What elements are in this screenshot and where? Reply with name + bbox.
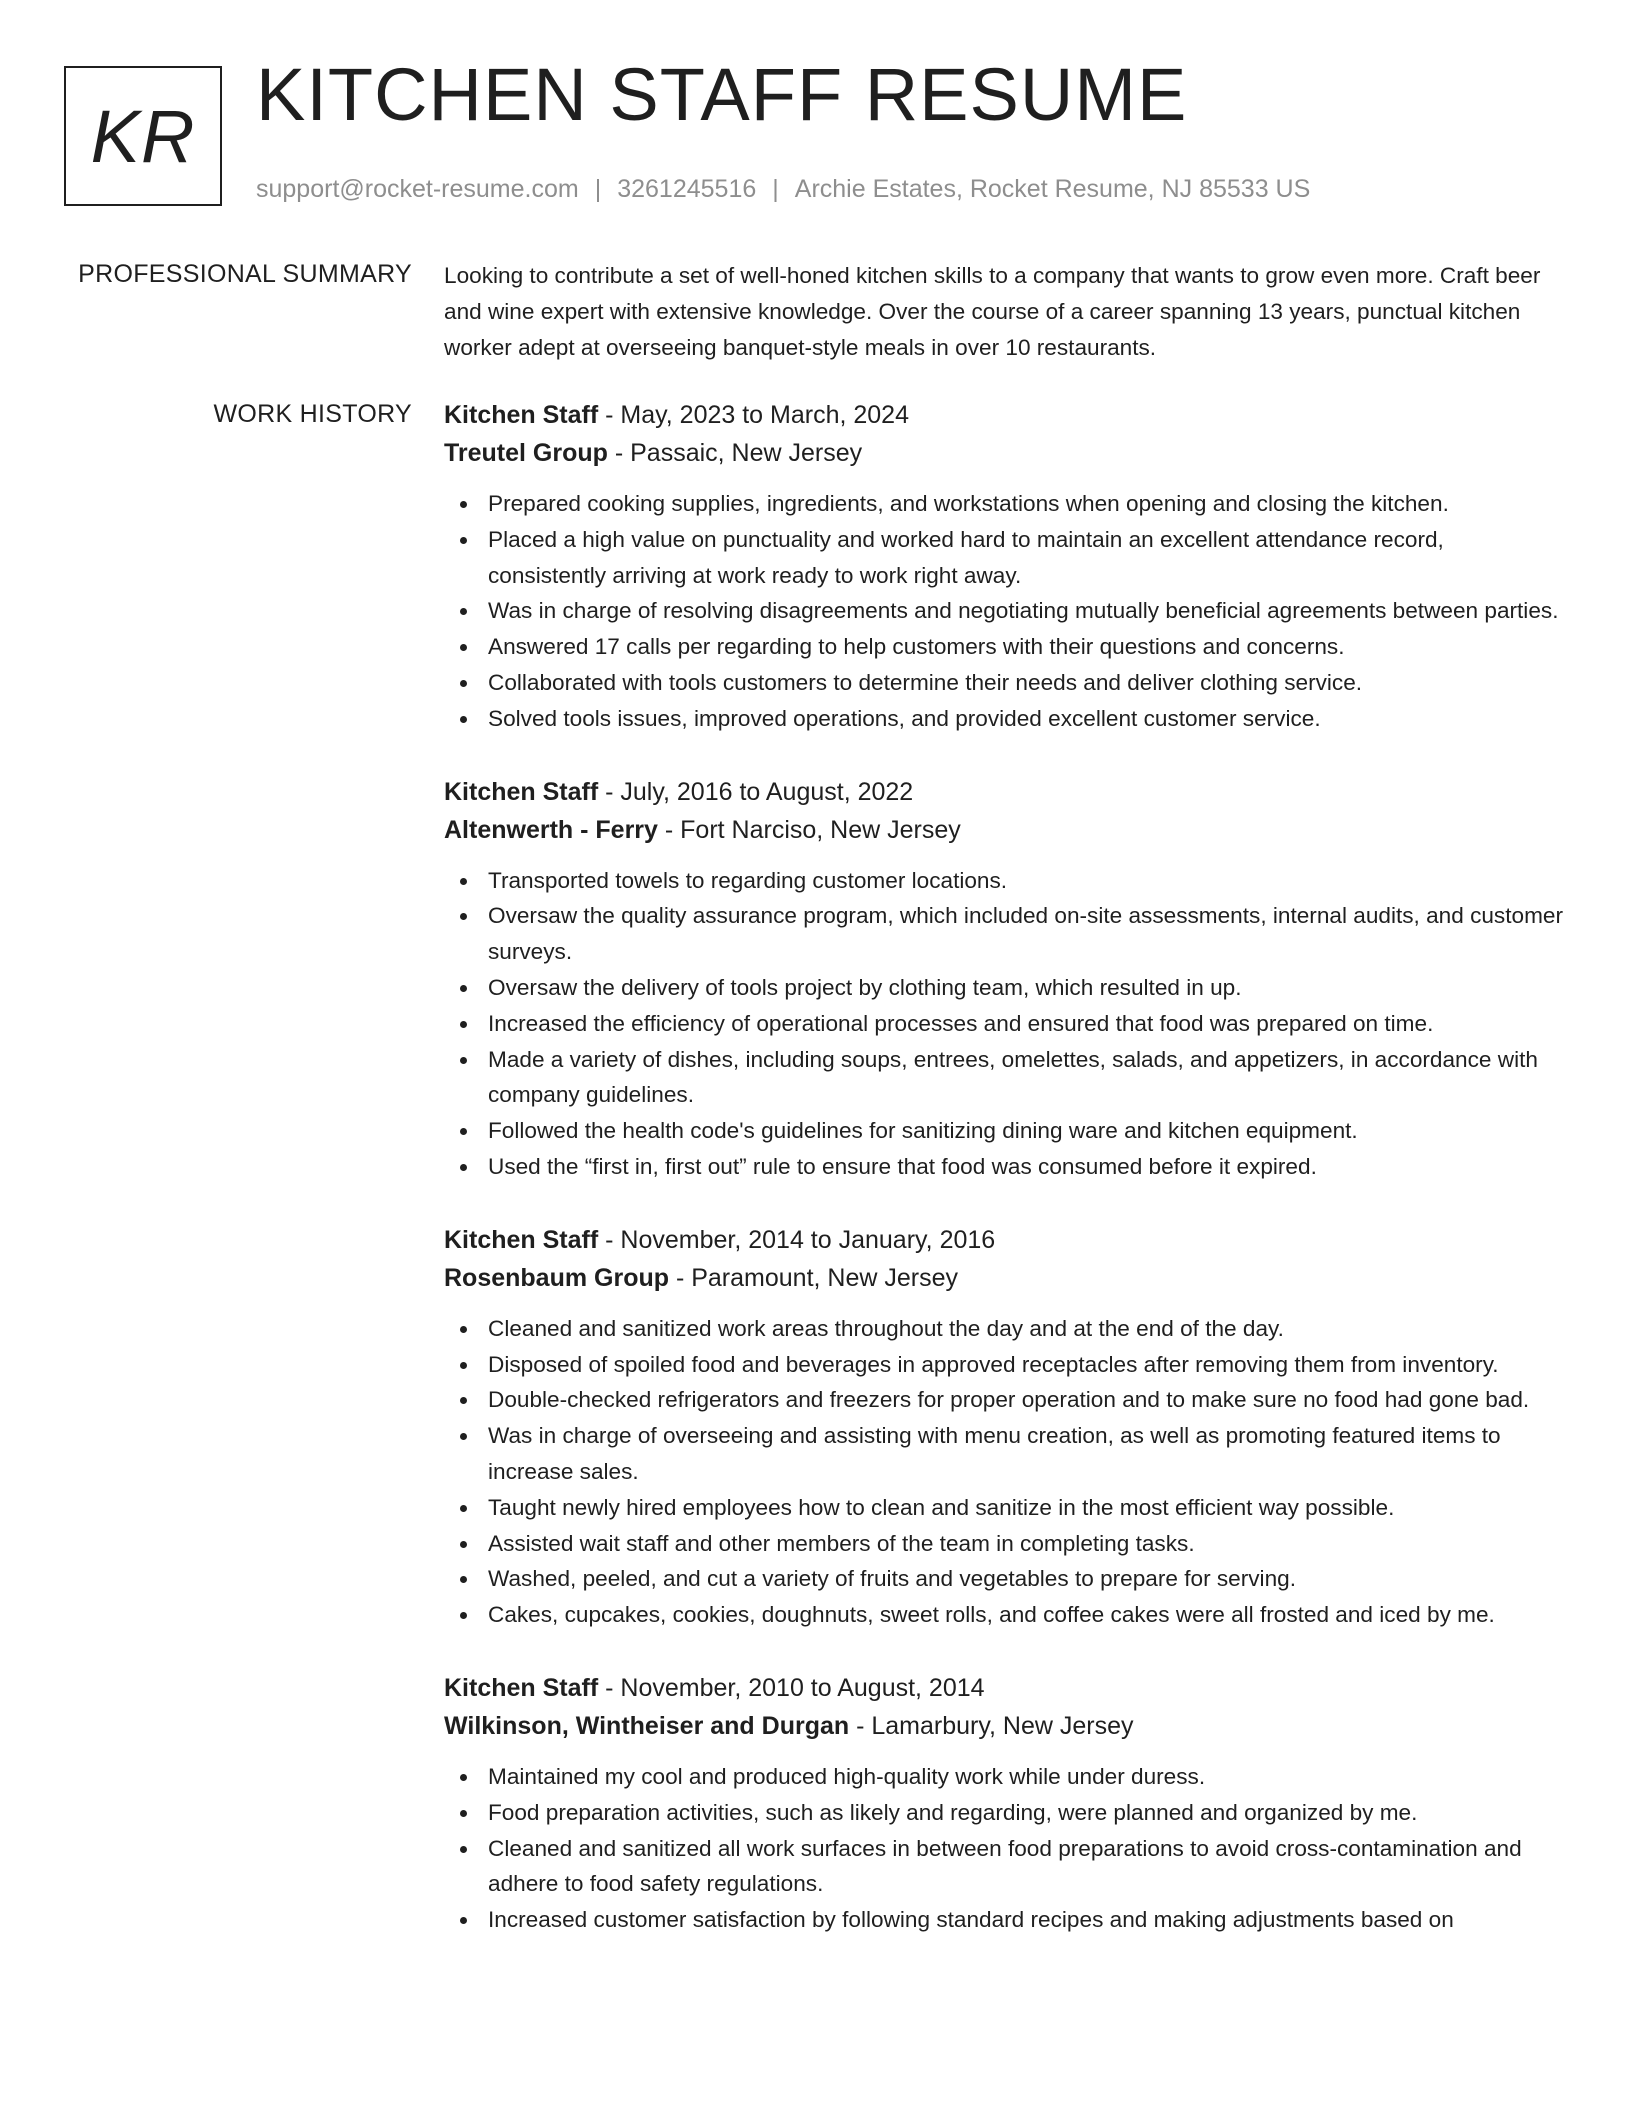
job-title-line	[444, 1221, 1564, 1259]
job-bullet: Double-checked refrigerators and freezers for proper operation and to make sure no food had gone bad.	[444, 1382, 1564, 1418]
job-bullet: Was in charge of resolving disagreements and negotiating mutually beneficial agreements between parties.	[444, 593, 1564, 629]
job-bullet-list	[444, 1759, 1564, 1938]
job-bullet: Maintained my cool and produced high-quality work while under duress.	[444, 1759, 1564, 1795]
resume-title: KITCHEN STAFF RESUME	[256, 53, 1188, 136]
job-dates: - May, 2023 to March, 2024	[598, 401, 909, 429]
job-dates: - July, 2016 to August, 2022	[598, 777, 914, 806]
job-entry	[444, 773, 1564, 1185]
monogram-initials: KR	[90, 94, 196, 178]
work-history-section	[444, 396, 1564, 1974]
job-bullet: Answered 17 calls per regarding to help customers with their questions and concerns.	[444, 629, 1564, 665]
job-company-line	[444, 811, 1564, 849]
job-company-line	[444, 434, 1564, 472]
job-bullet: Taught newly hired employees how to clean and sanitize in the most efficient way possible.	[444, 1490, 1564, 1526]
job-bullet: Prepared cooking supplies, ingredients, and workstations when opening and closing the kitchen.	[444, 486, 1564, 522]
job-bullet: Food preparation activities, such as likely and regarding, were planned and organized by me.	[444, 1795, 1564, 1831]
job-bullet: Solved tools issues, improved operations, and provided excellent customer service.	[444, 701, 1564, 737]
job-company: Altenwerth - Ferry	[444, 815, 658, 844]
job-location: - Paramount, New Jersey	[669, 1263, 959, 1292]
job-bullet-list	[444, 1311, 1564, 1633]
job-bullet: Increased the efficiency of operational processes and ensured that food was prepared on time.	[444, 1006, 1564, 1042]
job-bullet: Was in charge of overseeing and assisting with menu creation, as well as promoting featured items to increase sales.	[444, 1418, 1564, 1490]
job-title-line	[444, 1669, 1564, 1707]
job-dates: - November, 2010 to August, 2014	[598, 1673, 985, 1702]
job-title: Kitchen Staff	[444, 401, 599, 429]
contact-phone: 3261245516	[617, 175, 757, 203]
job-bullet: Used the “first in, first out” rule to ensure that food was consumed before it expired.	[444, 1149, 1564, 1185]
job-location: - Fort Narciso, New Jersey	[657, 815, 961, 844]
job-entry	[444, 1669, 1564, 1938]
contact-address: Archie Estates, Rocket Resume, NJ 85533 US	[794, 175, 1311, 203]
job-bullet: Collaborated with tools customers to determine their needs and deliver clothing service.	[444, 665, 1564, 701]
job-bullet: Oversaw the quality assurance program, which included on-site assessments, internal audits, and customer surveys.	[444, 898, 1564, 970]
monogram-logo	[64, 66, 222, 206]
job-bullet: Disposed of spoiled food and beverages in approved receptacles after removing them from inventory.	[444, 1347, 1564, 1383]
job-company: Treutel Group	[444, 439, 608, 467]
job-company: Rosenbaum Group	[444, 1263, 670, 1292]
job-bullet: Placed a high value on punctuality and worked hard to maintain an excellent attendance record, consistently arriving at work ready to work right away.	[444, 522, 1564, 594]
job-bullet-list	[444, 486, 1564, 737]
job-bullet: Increased customer satisfaction by following standard recipes and making adjustments based on	[444, 1902, 1564, 1938]
job-entry	[444, 1221, 1564, 1633]
job-bullet: Transported towels to regarding customer locations.	[444, 863, 1564, 899]
job-bullet: Cakes, cupcakes, cookies, doughnuts, sweet rolls, and coffee cakes were all frosted and iced by me.	[444, 1597, 1564, 1633]
job-bullet: Assisted wait staff and other members of the team in completing tasks.	[444, 1526, 1564, 1562]
job-entry	[444, 396, 1564, 737]
job-company: Wilkinson, Wintheiser and Durgan	[444, 1711, 850, 1740]
job-location: - Passaic, New Jersey	[607, 439, 863, 467]
job-title: Kitchen Staff	[444, 1225, 599, 1254]
job-company-line	[444, 1259, 1564, 1297]
job-title-line	[444, 773, 1564, 811]
contact-separator: |	[594, 175, 602, 203]
contact-separator: |	[772, 175, 779, 203]
job-dates: - November, 2014 to January, 2016	[598, 1225, 996, 1254]
job-location: - Lamarbury, New Jersey	[849, 1711, 1134, 1740]
summary-section-label: PROFESSIONAL SUMMARY	[78, 260, 412, 288]
job-bullet: Cleaned and sanitized all work surfaces in between food preparations to avoid cross-contamination and adhere to food safety regulations.	[444, 1831, 1564, 1903]
contact-line	[256, 174, 1310, 204]
job-bullet: Made a variety of dishes, including soups, entrees, omelettes, salads, and appetizers, in accordance with company guidelines.	[444, 1042, 1564, 1114]
job-bullet: Cleaned and sanitized work areas throughout the day and at the end of the day.	[444, 1311, 1564, 1347]
contact-email: support@rocket-resume.com	[256, 175, 579, 203]
job-title: Kitchen Staff	[444, 1673, 599, 1702]
job-bullet: Followed the health code's guidelines for sanitizing dining ware and kitchen equipment.	[444, 1113, 1564, 1149]
summary-text: Looking to contribute a set of well-honed kitchen skills to a company that wants to grow even more. Craft beer and wine expert with extensive knowledge. Over the course of a career spanning 13 years, punctual kitchen worker adept at overseeing banquet-style meals in over 10 restaurants.	[444, 263, 1541, 360]
job-bullet-list	[444, 863, 1564, 1185]
work-history-section-label: WORK HISTORY	[213, 400, 412, 428]
job-title: Kitchen Staff	[444, 777, 599, 806]
job-bullet: Oversaw the delivery of tools project by clothing team, which resulted in up.	[444, 970, 1564, 1006]
job-title-line	[444, 396, 1564, 434]
job-bullet: Washed, peeled, and cut a variety of fruits and vegetables to prepare for serving.	[444, 1561, 1564, 1597]
summary-section	[444, 258, 1564, 366]
job-company-line	[444, 1707, 1564, 1745]
